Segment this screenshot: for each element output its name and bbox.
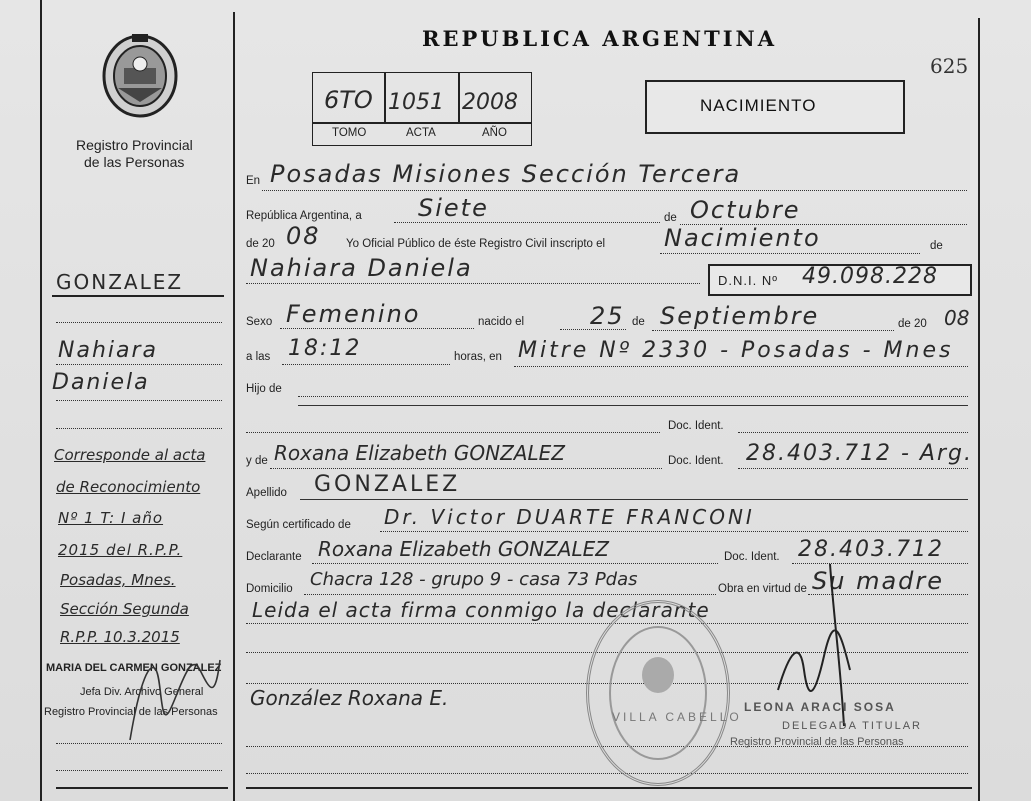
- acta-value: 1051: [388, 90, 444, 115]
- left-note-line-5: Posadas, Mnes.: [60, 571, 176, 589]
- en-value: Posadas Misiones Sección Tercera: [270, 160, 742, 188]
- left-dotline-3: [56, 400, 222, 401]
- child-name-line: [246, 283, 700, 284]
- birth-year: 08: [944, 306, 970, 330]
- ano-label: AÑO: [482, 127, 507, 139]
- dni-value: 49.098.228: [802, 264, 938, 289]
- declarante-value: Roxana Elizabeth GONZALEZ: [318, 537, 609, 561]
- day-line: [394, 222, 660, 223]
- record-type-label: NACIMIENTO: [700, 96, 817, 115]
- child-name: Nahiara Daniela: [250, 254, 473, 282]
- official-signature-icon: [120, 640, 230, 750]
- domicilio-line: [304, 594, 716, 595]
- de20-label: de 20: [246, 238, 275, 250]
- declarante-line: [312, 563, 718, 564]
- tomo-label: TOMO: [332, 127, 367, 139]
- column-divider-line: [233, 12, 235, 801]
- left-note-line-7: R.P.P. 10.3.2015: [60, 628, 180, 646]
- de-label: de: [664, 212, 677, 224]
- doc-ident-label-1: Doc. Ident.: [668, 420, 724, 432]
- left-dotline-6: [56, 770, 222, 771]
- inscripto-line: [660, 253, 920, 254]
- declarante-doc: 28.403.712: [798, 537, 944, 562]
- officer-name: LEONA ARACI SOSA: [744, 700, 896, 714]
- month-value: Octubre: [690, 196, 801, 224]
- left-note-line-2: de Reconocimiento: [56, 478, 201, 496]
- birth-month: Septiembre: [660, 302, 820, 330]
- doc-ident-label-3: Doc. Ident.: [724, 551, 780, 563]
- dni-label: D.N.I. Nº: [718, 273, 778, 288]
- officer-title: DELEGADA TITULAR: [782, 720, 922, 732]
- left-dotline-1: [56, 322, 222, 323]
- birth-day-line: [560, 329, 626, 330]
- country-heading: REPUBLICA ARGENTINA: [422, 26, 778, 51]
- province-seal-icon: [98, 30, 182, 120]
- official-title-2: Registro Provincial de las Personas: [44, 706, 218, 718]
- day-value: Siete: [418, 194, 489, 222]
- left-note-line-4: 2015 del R.P.P.: [58, 541, 183, 559]
- domicilio-label: Domicilio: [246, 583, 293, 595]
- form-bottom-line: [246, 787, 972, 789]
- mother-doc-line: [738, 468, 968, 469]
- left-surname-underline: [52, 295, 224, 297]
- left-note-line-3: Nº 1 T: I año: [58, 509, 164, 527]
- birth-place: Mitre Nº 2330 - Posadas - Mnes: [518, 338, 954, 363]
- left-bottom-line: [56, 787, 228, 789]
- year-value: 08: [286, 222, 321, 250]
- official-title-1: Jefa Div. Archivo General: [80, 686, 204, 698]
- ano-value: 2008: [462, 90, 518, 115]
- en-label: En: [246, 175, 261, 187]
- right-border-line: [978, 18, 980, 801]
- hijo-line-3: [246, 432, 660, 433]
- registry-round-stamp-icon: [586, 600, 730, 786]
- left-surname: GONZALEZ: [56, 270, 184, 294]
- en-line: [262, 190, 967, 191]
- registry-name-line2: de las Personas: [84, 154, 185, 170]
- oficial-text: Yo Oficial Público de éste Registro Civil inscripto el: [346, 238, 606, 250]
- mother-doc: 28.403.712 - Arg.: [746, 441, 973, 466]
- left-dotline-2: [56, 364, 222, 365]
- domicilio-value: Chacra 128 - grupo 9 - casa 73 Pdas: [310, 569, 638, 590]
- alas-label: a las: [246, 351, 271, 363]
- birth-month-line: [652, 330, 894, 331]
- inscripto-value: Nacimiento: [664, 224, 821, 252]
- birth-time: 18:12: [288, 336, 362, 361]
- doc-ident-label-2: Doc. Ident.: [668, 455, 724, 467]
- certificado-label: Según certificado de: [246, 519, 351, 531]
- birth-time-line: [282, 364, 450, 365]
- republica-label: República Argentina, a: [246, 210, 362, 222]
- tomo-value: 6TO: [324, 86, 373, 114]
- left-given-name-1: Nahiara: [58, 338, 159, 363]
- certificado-line: [380, 531, 968, 532]
- hijo-line-2: [298, 405, 968, 406]
- sexo-label: Sexo: [246, 316, 273, 328]
- left-note-line-6: Sección Segunda: [60, 600, 189, 618]
- apellido-line: [300, 499, 968, 500]
- declarant-signature: González Roxana E.: [250, 686, 449, 710]
- declarante-label: Declarante: [246, 551, 302, 563]
- officer-org: Registro Provincial de las Personas: [730, 736, 904, 748]
- left-border-line: [40, 0, 42, 801]
- apellido-label: Apellido: [246, 487, 287, 499]
- horas-label: horas, en: [454, 351, 502, 363]
- nacido-label: nacido el: [478, 316, 525, 328]
- certificado-value: Dr. Victor DUARTE FRANCONI: [384, 505, 755, 529]
- mother-name: Roxana Elizabeth GONZALEZ: [274, 441, 565, 465]
- acta-label: ACTA: [406, 127, 436, 139]
- de20-label-2: de 20: [898, 318, 927, 330]
- mother-name-line: [270, 468, 662, 469]
- leida-value: Leida el acta firma conmigo la declarante: [252, 598, 710, 622]
- de-label-2: de: [930, 240, 943, 252]
- sexo-line: [280, 328, 474, 329]
- left-dotline-5: [56, 743, 222, 744]
- sexo-value: Femenino: [286, 300, 421, 328]
- doc-ident-line-1: [738, 432, 968, 433]
- birth-place-line: [514, 366, 968, 367]
- page-number: 625: [930, 54, 969, 78]
- left-dotline-4: [56, 428, 222, 429]
- birth-day: 25: [590, 302, 625, 330]
- hijo-label: Hijo de: [246, 383, 282, 395]
- hijo-line-1: [298, 396, 968, 397]
- y-de-label: y de: [246, 455, 268, 467]
- obra-value: Su madre: [812, 567, 945, 595]
- registry-name-line1: Registro Provincial: [76, 137, 193, 153]
- official-name-stamp: MARIA DEL CARMEN GONZALEZ: [46, 662, 222, 674]
- stamp-text: VILLA CABELLO: [612, 710, 742, 724]
- left-given-name-2: Daniela: [52, 370, 150, 395]
- apellido-value: GONZALEZ: [314, 472, 461, 497]
- de-label-3: de: [632, 316, 645, 328]
- left-note-line-1: Corresponde al acta: [54, 446, 206, 464]
- obra-label: Obra en virtud de: [718, 583, 807, 595]
